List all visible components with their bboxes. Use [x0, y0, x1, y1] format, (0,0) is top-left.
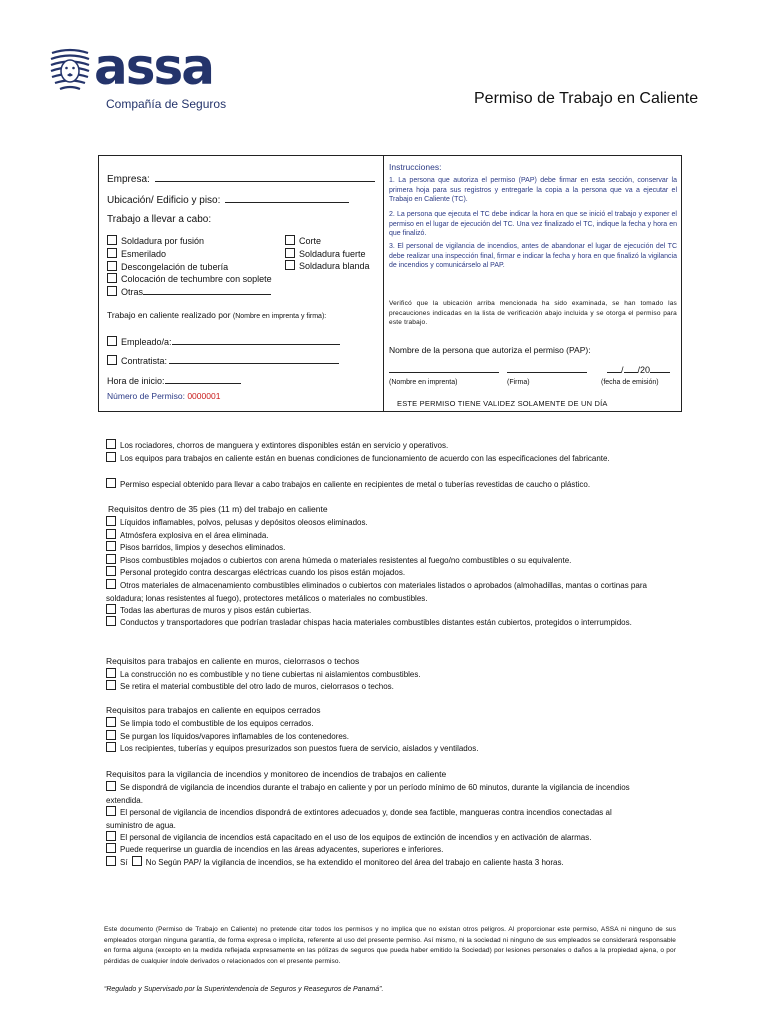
authorizer-signature-line[interactable]: [507, 364, 587, 376]
work-type-esmerilado[interactable]: [107, 248, 166, 260]
checkbox[interactable]: [285, 235, 295, 245]
checkbox[interactable]: [106, 478, 116, 488]
check-item-vig-1[interactable]: [106, 781, 662, 807]
work-type-soldadura-fuerte[interactable]: [285, 248, 366, 260]
checkbox[interactable]: [107, 261, 117, 271]
work-type-label: Corte: [299, 236, 322, 246]
sig-firma-caption: (Firma): [507, 379, 530, 386]
check-item-text: El personal de vigilancia de incendios dispondrá de extintores adecuados y, donde sea factible, mangueras contra incendios conectadas al suministro de agua.: [106, 808, 612, 830]
checkbox[interactable]: [106, 452, 116, 462]
check-item-general-3[interactable]: [106, 478, 666, 492]
verification-statement: Verificó que la ubicación arriba mencionada ha sido examinada, se han tomado las precauciones indicadas en la lista de verificación abajo incluida y se otorga el permiso para este trabajo.: [389, 300, 677, 326]
empresa-line: [155, 173, 375, 182]
check-item-vig-2[interactable]: [106, 806, 626, 832]
check-item-text: Otros materiales de almacenamiento combustibles eliminados o cubiertos con materiales listados o aprobados (almohadillas, mantas o cortinas para soldadura; lonas resistentes al fuego), protectores metálicos o materiales no combustibles.: [106, 581, 647, 603]
checkbox[interactable]: [106, 439, 116, 449]
ubicacion-line: [225, 194, 349, 203]
issue-date-field[interactable]: [607, 364, 670, 376]
check-item-vig-5[interactable]: [106, 856, 666, 870]
checkbox[interactable]: [106, 554, 116, 564]
hora-inicio-line: [165, 375, 241, 384]
lion-emblem-icon: [48, 47, 92, 93]
ubicacion-field[interactable]: [107, 194, 349, 206]
check-item-text: Los recipientes, tuberías y equipos presurizados son puestos fuera de servicio, aislados y ventilados.: [120, 744, 479, 753]
work-type-label: Colocación de techumbre con soplete: [121, 274, 272, 284]
check-item-walls-2[interactable]: [106, 680, 666, 694]
permit-number-value: 0000001: [187, 391, 221, 401]
section-35ft-title: Requisitos dentro de 35 pies (11 m) del trabajo en caliente: [108, 504, 328, 514]
checkbox[interactable]: [106, 541, 116, 551]
check-item-35ft-6[interactable]: [106, 579, 662, 605]
check-item-text: Atmósfera explosiva en el área eliminada.: [120, 531, 269, 540]
realizado-por-label: [107, 310, 326, 322]
checkbox[interactable]: [107, 286, 117, 296]
realizado-por-text: Trabajo en caliente realizado por: [107, 310, 231, 320]
check-item-text: Se retira el material combustible del otro lado de muros, cielorrasos o techos.: [120, 682, 394, 691]
checkbox[interactable]: [107, 273, 117, 283]
validity-notice: ESTE PERMISO TIENE VALIDEZ SOLAMENTE DE UN DÍA: [397, 399, 608, 408]
legal-disclaimer: Este documento (Permiso de Trabajo en Caliente) no pretende citar todos los permisos y no implica que no existan otros peligros. Al proporcionar este permiso, ASSA ni ninguno de sus empleados otorgan ninguna garantía, de forma expresa o implícita, referente al uso del presente permiso. Así mismo, ni la sociedad ni ninguno de sus empleados se considerará responsable en forma alguna (excepto en la medida reflejada expresamente en las pólizas de seguros que pueda haber emitido la Sociedad) por lesiones personales o daños a la propiedad ajena, o por pérdidas de cualquier índole derivados o relacionados con el presente permiso.: [104, 926, 676, 965]
brand-wordmark: assa: [94, 38, 214, 96]
checkbox[interactable]: [106, 730, 116, 740]
check-item-text: Personal protegido contra descargas eléctricas cuando los pisos están mojados.: [120, 568, 406, 577]
checkbox[interactable]: [106, 566, 116, 576]
work-type-label: Soldadura por fusión: [121, 236, 205, 246]
check-item-text: Todas las aberturas de muros y pisos están cubiertas.: [120, 606, 312, 615]
check-item-text: Pisos combustibles mojados o cubiertos con arena húmeda o materiales resistentes al fuego/no combustibles o su equivalente.: [120, 556, 572, 565]
ubicacion-label: Ubicación/ Edificio y piso:: [107, 195, 221, 206]
check-item-text: Los rociadores, chorros de manguera y extintores disponibles están en servicio y operativos.: [120, 441, 449, 450]
check-item-text: Pisos barridos, limpios y desechos eliminados.: [120, 543, 286, 552]
work-type-label: Soldadura blanda: [299, 261, 370, 271]
check-item-text: No Según PAP/ la vigilancia de incendios, se ha extendido el monitoreo del área del trabajo en caliente hasta 3 horas.: [145, 858, 564, 867]
section-equip-title: Requisitos para trabajos en caliente en equipos cerrados: [106, 705, 321, 715]
empresa-field[interactable]: [107, 173, 375, 185]
check-item-text: Líquidos inflamables, polvos, pelusas y depósitos oleosos eliminados.: [120, 518, 368, 527]
work-type-soldadura-fusion[interactable]: [107, 235, 204, 247]
day-line: [607, 364, 621, 373]
authorizer-name-underline: [389, 364, 499, 373]
contratista-field[interactable]: [107, 355, 339, 367]
check-item-text: El personal de vigilancia de incendios está capacitado en el uso de los equipos de extinción de incendios y en activación de alarmas.: [120, 833, 592, 842]
date-separator-1: /: [621, 365, 624, 375]
section-vigilance-title: Requisitos para la vigilancia de incendios y monitoreo de incendios de trabajos en caliente: [106, 769, 447, 779]
hora-inicio-label: Hora de inicio:: [107, 376, 165, 386]
document-title: Permiso de Trabajo en Caliente: [474, 90, 699, 107]
regulatory-note: “Regulado y Supervisado por la Superintendencia de Seguros y Reaseguros de Panamá”.: [104, 986, 384, 993]
checkbox[interactable]: [107, 248, 117, 258]
work-type-label: Otras: [121, 287, 144, 297]
month-line: [624, 364, 638, 373]
contratista-line: [169, 355, 339, 364]
check-item-general-1[interactable]: [106, 439, 666, 453]
checkbox[interactable]: [106, 843, 116, 853]
check-item-text: Se limpia todo el combustible de los equipos cerrados.: [120, 719, 314, 728]
checkbox[interactable]: [106, 529, 116, 539]
empleado-label: Empleado/a:: [121, 337, 172, 347]
check-item-35ft-5[interactable]: [106, 566, 666, 580]
checkbox[interactable]: [106, 742, 116, 752]
sig-name-caption: (Nombre en imprenta): [389, 379, 458, 386]
permit-number-label: Número de Permiso:: [107, 391, 185, 401]
check-item-35ft-1[interactable]: [106, 516, 666, 530]
empleado-line: [172, 336, 340, 345]
empresa-label: Empresa:: [107, 174, 150, 185]
permit-number: [107, 391, 220, 402]
check-item-text: Se dispondrá de vigilancia de incendios durante el trabajo en caliente y por un período mínimo de 60 minutos, durante la vigilancia de incendios extendida.: [106, 783, 630, 805]
checkbox[interactable]: [106, 604, 116, 614]
hora-inicio-field[interactable]: [107, 375, 241, 387]
company-logo: [48, 38, 238, 117]
checkbox[interactable]: [285, 260, 295, 270]
brand-tagline: Compañía de Seguros: [106, 97, 227, 111]
check-item-equip-3[interactable]: [106, 742, 666, 756]
checkbox[interactable]: [106, 680, 116, 690]
work-type-corte[interactable]: [285, 235, 321, 247]
trabajo-label: Trabajo a llevar a cabo:: [107, 214, 212, 225]
check-item-vig-4[interactable]: [106, 843, 666, 857]
check-item-35ft-3[interactable]: [106, 541, 666, 555]
date-separator-2: /20: [637, 365, 651, 375]
checkbox[interactable]: [106, 831, 116, 841]
work-type-label: Esmerilado: [121, 249, 167, 259]
checkbox[interactable]: [107, 336, 117, 346]
permit-box: [98, 155, 682, 412]
year-line: [650, 364, 670, 373]
work-type-descongelacion[interactable]: [107, 261, 228, 273]
checkbox[interactable]: [106, 668, 116, 678]
checkbox-no[interactable]: [132, 856, 142, 866]
work-type-techumbre[interactable]: [107, 273, 272, 285]
checkbox[interactable]: [107, 235, 117, 245]
check-item-text: Permiso especial obtenido para llevar a cabo trabajos en caliente en recipientes de metal o tuberías revestidas de caucho o plástico.: [120, 480, 591, 489]
check-item-35ft-8[interactable]: [106, 616, 646, 630]
si-label: Sí: [120, 858, 128, 867]
realizado-por-note: (Nombre en imprenta y firma):: [232, 313, 327, 320]
authorizer-label: Nombre de la persona que autoriza el permiso (PAP):: [389, 345, 591, 355]
work-type-label: Descongelación de tubería: [121, 262, 229, 272]
empleado-field[interactable]: [107, 336, 340, 348]
sig-fecha-caption: (fecha de emisión): [601, 379, 659, 386]
check-item-text: Conductos y transportadores que podrían trasladar chispas hacia materiales combustibles distantes están cubiertos, protegidos o interrumpidos.: [120, 618, 632, 627]
checkbox[interactable]: [106, 806, 116, 816]
checkbox[interactable]: [106, 516, 116, 526]
check-item-text: Puede requerirse un guardia de incendios en las áreas adyacentes, superiores e inferiores.: [120, 845, 444, 854]
work-type-soldadura-blanda[interactable]: [285, 260, 370, 272]
checkbox[interactable]: [106, 781, 116, 791]
instruction-step-1: 1. La persona que autoriza el permiso (PAP) debe firmar en esta sección, conservar la primera hoja para sus registros y entregarle la copia a la persona que va a ejecutar el Trabajo en Caliente (TC).: [389, 177, 677, 203]
work-type-label: Soldadura fuerte: [299, 249, 366, 259]
checkbox[interactable]: [106, 579, 116, 589]
check-item-text: Se purgan los líquidos/vapores inflamables de los contenedores.: [120, 732, 350, 741]
box-divider: [383, 156, 384, 411]
authorizer-signature-underline: [507, 364, 587, 373]
instruction-step-3: 3. El personal de vigilancia de incendios, antes de abandonar el lugar de ejecución del TC debe realizar una inspección final, firmar e indicar la fecha y hora en que finalizó la vigilancia de incendios y comunicárselo al PAP.: [389, 243, 677, 269]
section-walls-title: Requisitos para trabajos en caliente en muros, cielorrasos o techos: [106, 656, 360, 666]
checkbox[interactable]: [107, 355, 117, 365]
check-item-text: Los equipos para trabajos en caliente están en buenas condiciones de funcionamiento de acuerdo con las especificaciones del fabricante.: [120, 454, 610, 463]
contratista-label: Contratista:: [121, 356, 168, 366]
checkbox[interactable]: [106, 616, 116, 626]
instructions-title: Instrucciones:: [389, 162, 442, 172]
work-type-otras[interactable]: [107, 286, 271, 298]
checkbox[interactable]: [106, 717, 116, 727]
otras-line: [143, 286, 271, 295]
check-item-equip-1[interactable]: [106, 717, 666, 731]
checkbox-si[interactable]: [106, 856, 116, 866]
authorizer-name-line[interactable]: [389, 364, 499, 376]
instruction-step-2: 2. La persona que ejecuta el TC debe indicar la hora en que se inició el trabajo y exponer el permiso en el lugar de ejecución del TC. Una vez finalizado el TC, indique la fecha y hora en que finalizó.: [389, 211, 677, 237]
checkbox[interactable]: [285, 248, 295, 258]
check-item-general-2[interactable]: [106, 452, 646, 466]
check-item-text: La construcción no es combustible y no tiene cubiertas ni aislamientos combustibles.: [120, 670, 421, 679]
